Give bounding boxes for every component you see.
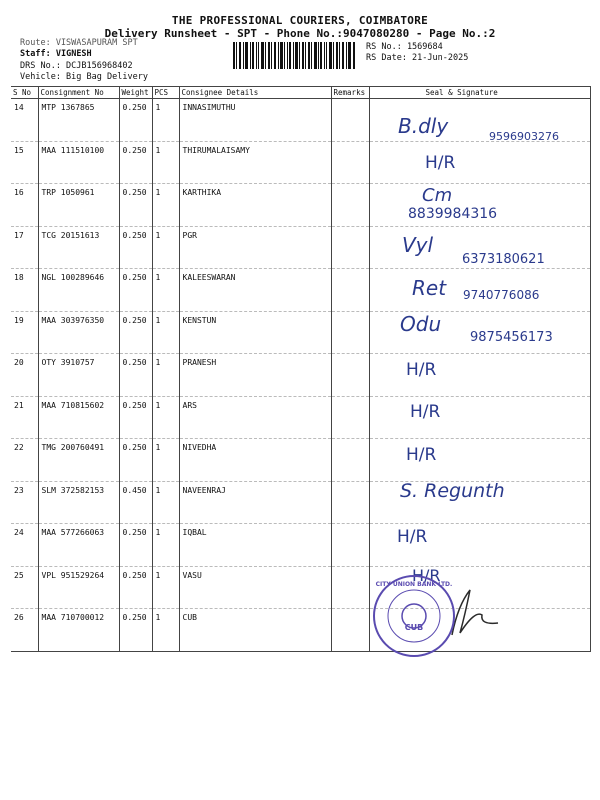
cell-pcs: 1 — [152, 184, 179, 227]
cell-remarks — [331, 184, 369, 227]
cell-weight: 0.250 — [119, 609, 152, 652]
seal-ring-icon — [375, 577, 453, 655]
cell-remarks — [331, 481, 369, 524]
signature-25: H/R — [412, 566, 441, 585]
staff-name: VIGNESH — [55, 49, 92, 59]
cell-pcs: 1 — [152, 566, 179, 609]
signature-22: H/R — [406, 445, 437, 465]
cell-consignment: OTY 3910757 — [38, 354, 119, 397]
cell-weight: 0.250 — [119, 566, 152, 609]
cell-remarks — [331, 566, 369, 609]
cell-sno: 22 — [11, 439, 38, 482]
cell-consignment: TCG 20151613 — [38, 226, 119, 269]
runsheet-title: THE PROFESSIONAL COURIERS, COIMBATORE — [171, 14, 429, 27]
cell-sno: 20 — [11, 354, 38, 397]
cell-consignee: KARTHIKA — [179, 184, 331, 227]
cell-consignment: MAA 111510100 — [38, 141, 119, 184]
cell-remarks — [331, 269, 369, 312]
cell-consignee: KENSTUN — [179, 311, 331, 354]
cell-weight: 0.250 — [119, 311, 152, 354]
cell-pcs: 1 — [152, 439, 179, 482]
drs-number: DRS No.: DCJB156968402 — [20, 61, 133, 71]
cell-sno: 19 — [11, 311, 38, 354]
cell-pcs: 1 — [152, 481, 179, 524]
cell-sno: 25 — [11, 566, 38, 609]
cell-pcs: 1 — [152, 226, 179, 269]
cell-consignee: VASU — [179, 566, 331, 609]
cell-consignment: TMG 200760491 — [38, 439, 119, 482]
cell-consignment: TRP 1050961 — [38, 184, 119, 227]
runsheet-subtitle: Delivery Runsheet - SPT - Phone No.:9047080280 - Page No.:2 — [104, 27, 496, 40]
cell-sno: 16 — [11, 184, 38, 227]
cell-remarks — [331, 141, 369, 184]
signature-phone-17: 6373180621 — [462, 252, 545, 267]
cell-sno: 18 — [11, 269, 38, 312]
cell-weight: 0.250 — [119, 99, 152, 142]
cell-pcs: 1 — [152, 354, 179, 397]
cell-consignment: MAA 577266063 — [38, 524, 119, 567]
cell-remarks — [331, 226, 369, 269]
cell-sno: 15 — [11, 141, 38, 184]
cell-weight: 0.250 — [119, 269, 152, 312]
cell-consignee: PGR — [179, 226, 331, 269]
cell-weight: 0.250 — [119, 184, 152, 227]
table-row — [11, 396, 590, 439]
rs-date: RS Date: 21-Jun-2025 — [366, 53, 469, 63]
cell-weight: 0.250 — [119, 354, 152, 397]
cell-weight: 0.250 — [119, 396, 152, 439]
cell-remarks — [331, 396, 369, 439]
cell-weight: 0.250 — [119, 439, 152, 482]
signature-18: Ret — [412, 276, 447, 300]
cell-pcs: 1 — [152, 609, 179, 652]
cell-weight: 0.250 — [119, 226, 152, 269]
table-row — [11, 524, 590, 567]
signature-phone-14: 9596903276 — [489, 130, 559, 143]
signature-phone-16: 8839984316 — [408, 206, 498, 222]
cell-weight: 0.250 — [119, 141, 152, 184]
cell-pcs: 1 — [152, 99, 179, 142]
cell-consignee: INNASIMUTHU — [179, 99, 331, 142]
cell-consignee: ARS — [179, 396, 331, 439]
table-row — [11, 141, 590, 184]
vehicle-text: Vehicle: Big Bag Delivery — [20, 72, 148, 82]
rs-number: RS No.: 1569684 — [366, 42, 443, 52]
col-header-weight: Weight — [119, 87, 152, 99]
cell-consignment: MAA 710700012 — [38, 609, 119, 652]
cell-consignment: MAA 710815602 — [38, 396, 119, 439]
signature-21: H/R — [410, 402, 441, 422]
col-header-signature: Seal & Signature — [369, 87, 590, 99]
staff-line — [20, 49, 92, 59]
cell-signature — [369, 354, 590, 397]
table-row — [11, 354, 590, 397]
cell-consignee: THIRUMALAISAMY — [179, 141, 331, 184]
signature-14: B.dly — [398, 114, 449, 138]
table-row — [11, 439, 590, 482]
cell-consignment: MAA 303976350 — [38, 311, 119, 354]
cell-remarks — [331, 609, 369, 652]
cell-remarks — [331, 524, 369, 567]
signature-15: H/R — [425, 153, 456, 173]
col-header-sno: S No — [11, 87, 38, 99]
cell-weight: 0.450 — [119, 481, 152, 524]
barcode — [233, 42, 355, 69]
cell-consignment: SLM 372582153 — [38, 481, 119, 524]
table-row — [11, 184, 590, 227]
cell-weight: 0.250 — [119, 524, 152, 567]
cell-sno: 21 — [11, 396, 38, 439]
cell-consignee: IQBAL — [179, 524, 331, 567]
col-header-remarks: Remarks — [331, 87, 369, 99]
cell-consignee: CUB — [179, 609, 331, 652]
cell-signature — [369, 439, 590, 482]
staff-label: Staff: — [20, 49, 51, 59]
signature-17: Vyl — [402, 233, 434, 257]
seal-text: CITY UNION BANK LTD. — [375, 581, 453, 588]
table-row — [11, 566, 590, 609]
cell-signature — [369, 396, 590, 439]
runsheet-table — [11, 86, 591, 652]
cell-pcs: 1 — [152, 311, 179, 354]
signature-phone-18: 9740776086 — [463, 288, 540, 302]
seal-logo: CUB — [404, 623, 424, 632]
table-header-row — [11, 87, 590, 99]
signature-24: H/R — [397, 527, 428, 547]
signature-23: S. Regunth — [400, 480, 505, 502]
cell-pcs: 1 — [152, 141, 179, 184]
cell-sno: 23 — [11, 481, 38, 524]
signature-16: Cm — [422, 185, 453, 206]
cell-pcs: 1 — [152, 524, 179, 567]
cell-consignee: NIVEDHA — [179, 439, 331, 482]
cell-consignment: NGL 100289646 — [38, 269, 119, 312]
cell-remarks — [331, 354, 369, 397]
signature-phone-19: 9875456173 — [470, 330, 553, 345]
cell-signature — [369, 141, 590, 184]
cell-consignee: PRANESH — [179, 354, 331, 397]
cell-consignment: MTP 1367865 — [38, 99, 119, 142]
col-header-pcs: PCS — [152, 87, 179, 99]
table-row — [11, 609, 590, 652]
cell-sno: 26 — [11, 609, 38, 652]
cell-sno: 14 — [11, 99, 38, 142]
cell-remarks — [331, 99, 369, 142]
route-text: Route: VISWASAPURAM SPT — [20, 38, 138, 48]
cell-remarks — [331, 311, 369, 354]
cell-pcs: 1 — [152, 396, 179, 439]
cell-consignment: VPL 951529264 — [38, 566, 119, 609]
cell-consignee: KALEESWARAN — [179, 269, 331, 312]
col-header-consignee: Consignee Details — [179, 87, 331, 99]
signature-19: Odu — [400, 312, 442, 336]
cell-consignee: NAVEENRAJ — [179, 481, 331, 524]
col-header-consignment: Consignment No — [38, 87, 119, 99]
signature-20: H/R — [406, 360, 437, 380]
cell-sno: 17 — [11, 226, 38, 269]
cell-remarks — [331, 439, 369, 482]
cell-pcs: 1 — [152, 269, 179, 312]
cell-sno: 24 — [11, 524, 38, 567]
bank-seal — [373, 575, 455, 657]
